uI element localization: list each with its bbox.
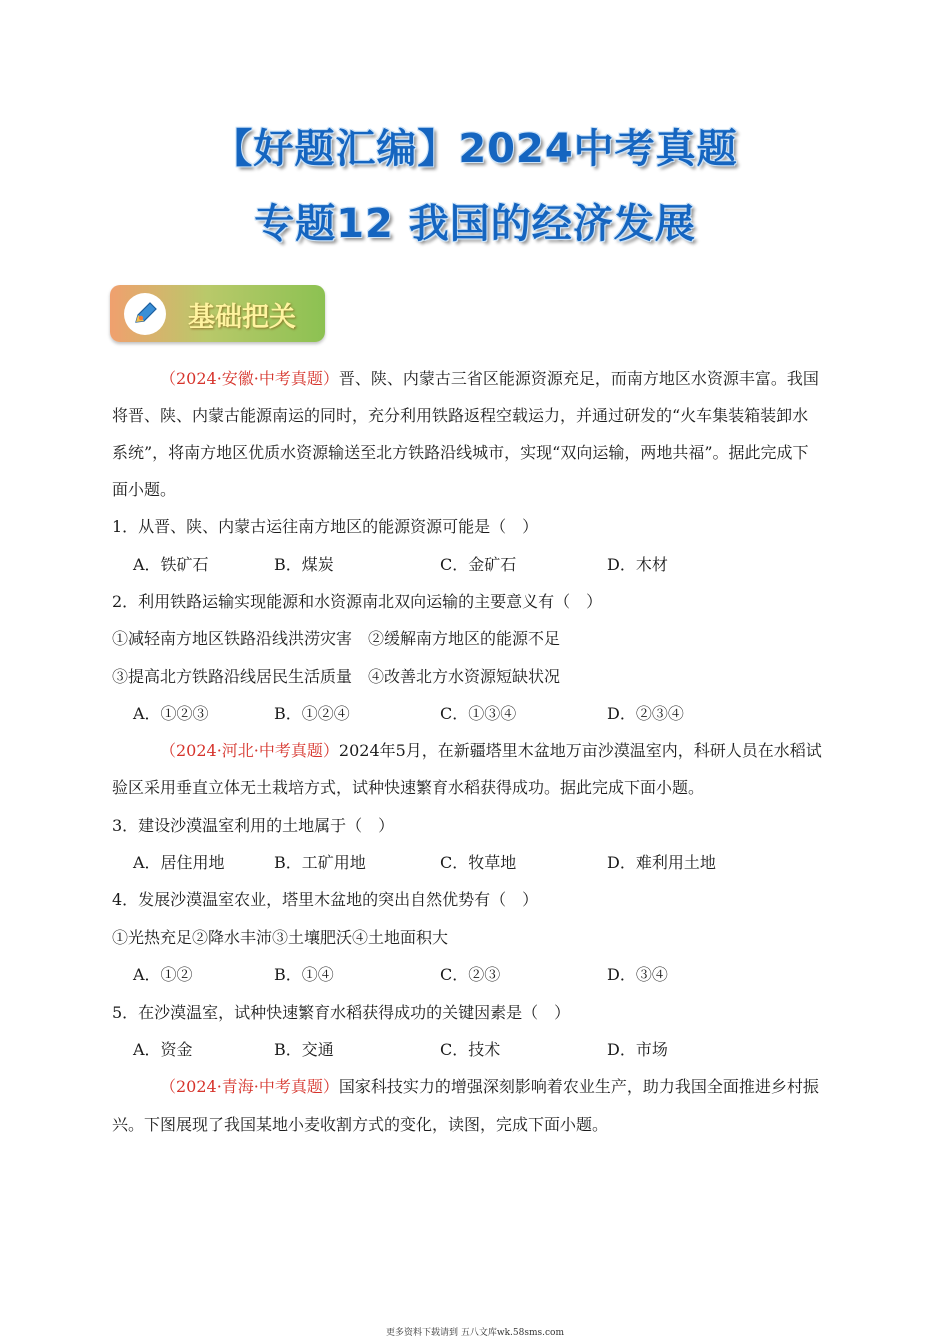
intro-text: 国家科技实力的增强深刻影响着农业生产，助力我国全面推进乡村振 xyxy=(338,1077,819,1096)
q2-option-d: D．②③④ xyxy=(607,704,684,723)
intro-2-line-2: 验区采用垂直立体无土栽培方式，试种快速繁育水稻获得成功。据此完成下面小题。 xyxy=(112,778,705,797)
section-badge xyxy=(110,285,325,342)
section-label: 基础把关 xyxy=(188,302,296,333)
q2-option-a: A．①②③ xyxy=(133,704,209,723)
q2-items-2: ③提高北方铁路沿线居民生活质量 ④改善北方水资源短缺状况 xyxy=(112,667,561,686)
title-line-1: 【好题汇编】2024中考真题 xyxy=(212,126,738,172)
intro-2-line-1 xyxy=(160,741,822,761)
q2-items-1: ①减轻南方地区铁路沿线洪涝灾害 ②缓解南方地区的能源不足 xyxy=(112,629,561,648)
question-4-stem: 4．发展沙漠温室农业，塔里木盆地的突出自然优势有（ ） xyxy=(112,890,539,909)
source-tag: （2024·青海·中考真题） xyxy=(160,1077,339,1096)
source-tag: （2024·安徽·中考真题） xyxy=(160,369,339,388)
q3-option-c: C．牧草地 xyxy=(440,853,517,872)
intro-text: 2024年5月，在新疆塔里木盆地万亩沙漠温室内，科研人员在水稻试 xyxy=(338,741,822,760)
q5-option-d: D．市场 xyxy=(607,1040,668,1059)
q1-option-d: D．木材 xyxy=(607,555,668,574)
intro-3-line-1 xyxy=(160,1077,819,1097)
q5-option-b: B．交通 xyxy=(274,1040,334,1059)
q2-option-c: C．①③④ xyxy=(440,704,517,723)
q4-items: ①光热充足②降水丰沛③土壤肥沃④土地面积大 xyxy=(112,928,449,947)
q2-option-b: B．①②④ xyxy=(274,704,350,723)
q5-option-a: A．资金 xyxy=(133,1040,193,1059)
intro-1-line-3: 系统”，将南方地区优质水资源输送至北方铁路沿线城市，实现“双向运输，两地共福”。据此完成下 xyxy=(112,443,809,462)
intro-1-line-4: 面小题。 xyxy=(112,480,177,499)
question-5-stem: 5．在沙漠温室，试种快速繁育水稻获得成功的关键因素是（ ） xyxy=(112,1003,571,1022)
q4-option-c: C．②③ xyxy=(440,965,501,984)
question-1-stem: 1．从晋、陕、内蒙古运往南方地区的能源资源可能是（ ） xyxy=(112,517,539,536)
q4-option-d: D．③④ xyxy=(607,965,668,984)
q3-option-b: B．工矿用地 xyxy=(274,853,366,872)
q1-option-a: A．铁矿石 xyxy=(133,555,209,574)
q3-option-a: A．居住用地 xyxy=(133,853,225,872)
intro-1-line-2: 将晋、陕、内蒙古能源南运的同时，充分利用铁路返程空载运力，并通过研发的“火车集装箱装卸水 xyxy=(112,406,809,425)
q1-option-c: C．金矿石 xyxy=(440,555,517,574)
question-2-stem: 2．利用铁路运输实现能源和水资源南北双向运输的主要意义有（ ） xyxy=(112,592,603,611)
pen-icon xyxy=(124,293,166,335)
q1-option-b: B．煤炭 xyxy=(274,555,334,574)
q4-option-a: A．①② xyxy=(133,965,193,984)
q5-option-c: C．技术 xyxy=(440,1040,501,1059)
footer: 更多资料下载请到 五八文库wk.58sms.com xyxy=(386,1328,564,1338)
question-3-stem: 3．建设沙漠温室利用的土地属于（ ） xyxy=(112,816,395,835)
q4-option-b: B．①④ xyxy=(274,965,334,984)
title-line-2: 专题12 我国的经济发展 xyxy=(254,201,696,247)
intro-3-line-2: 兴。下图展现了我国某地小麦收割方式的变化，读图，完成下面小题。 xyxy=(112,1115,609,1134)
source-tag: （2024·河北·中考真题） xyxy=(160,741,339,760)
q3-option-d: D．难利用土地 xyxy=(607,853,716,872)
intro-text: 晋、陕、内蒙古三省区能源资源充足，而南方地区水资源丰富。我国 xyxy=(338,369,819,388)
intro-1-line-1 xyxy=(160,369,819,389)
